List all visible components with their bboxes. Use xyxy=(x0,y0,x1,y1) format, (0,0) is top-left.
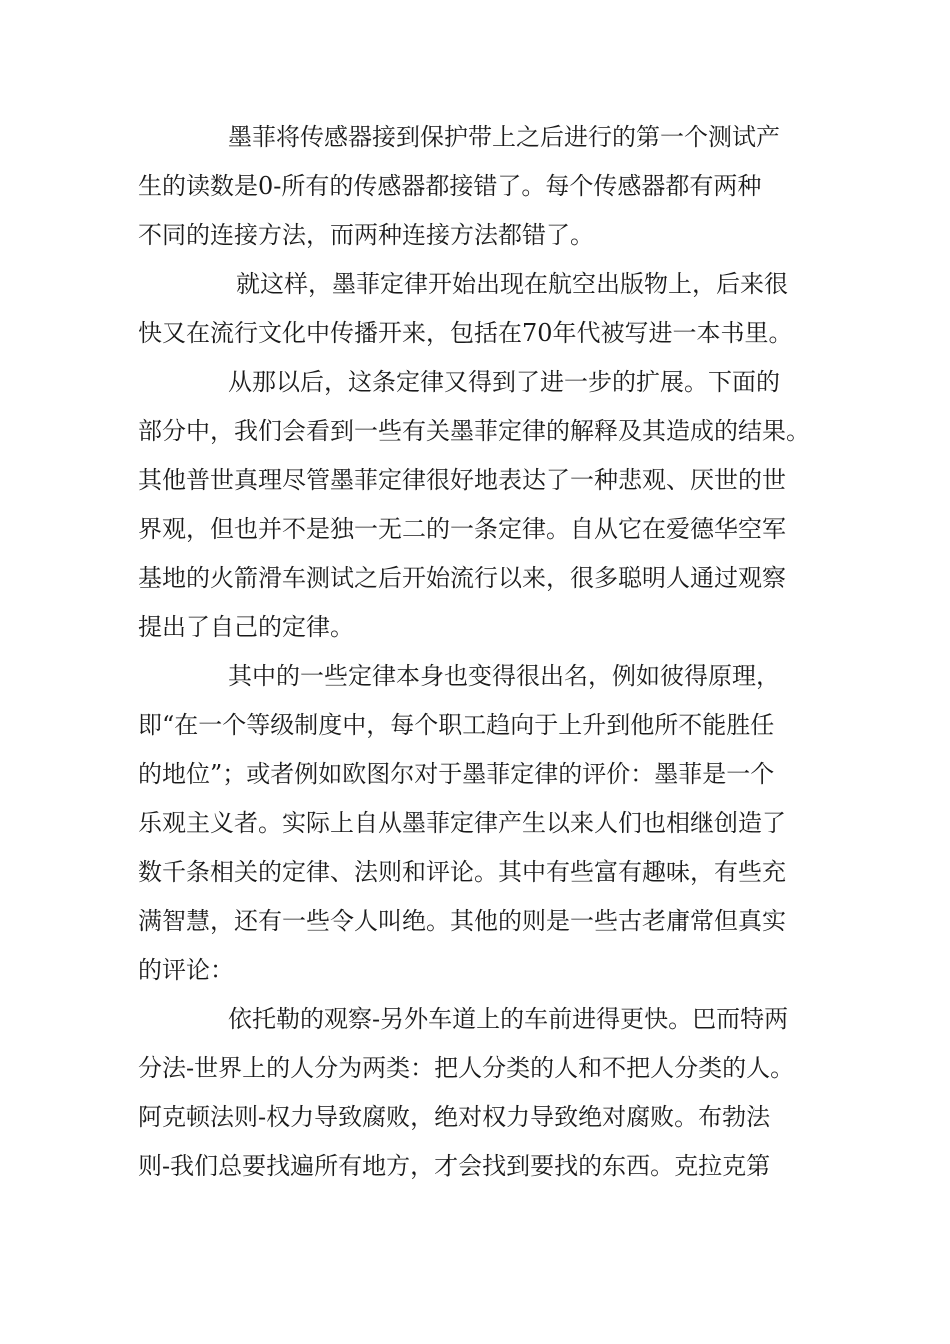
paragraph-line: 墨菲将传感器接到保护带上之后进行的第一个测试产 xyxy=(228,123,780,151)
paragraph-line: 从那以后，这条定律又得到了进一步的扩展。下面的 xyxy=(228,368,780,396)
paragraph-line: 则-我们总要找遍所有地方，才会找到要找的东西。克拉克第 xyxy=(138,1152,771,1180)
paragraph-line: 阿克顿法则-权力导致腐败，绝对权力导致绝对腐败。布勃法 xyxy=(138,1103,771,1131)
paragraph-line: 的地位”；或者例如欧图尔对于墨菲定律的评价：墨菲是一个 xyxy=(138,760,775,788)
paragraph-line: 基地的火箭滑车测试之后开始流行以来，很多聪明人通过观察 xyxy=(138,564,786,592)
paragraph-line: 乐观主义者。实际上自从墨菲定律产生以来人们也相继创造了 xyxy=(138,809,786,837)
paragraph-line: 的评论： xyxy=(138,956,234,984)
paragraph-line: 数千条相关的定律、法则和评论。其中有些富有趣味，有些充 xyxy=(138,858,786,886)
paragraph-line: 满智慧，还有一些令人叫绝。其他的则是一些古老庸常但真实 xyxy=(138,907,786,935)
paragraph-line: 生的读数是0-所有的传感器都接错了。每个传感器都有两种 xyxy=(138,172,762,200)
paragraph-line: 即“在一个等级制度中，每个职工趋向于上升到他所不能胜任 xyxy=(138,711,775,739)
paragraph-line: 分法-世界上的人分为两类：把人分类的人和不把人分类的人。 xyxy=(138,1054,795,1082)
paragraph-4 xyxy=(138,652,818,995)
paragraph-line: 其他普世真理尽管墨菲定律很好地表达了一种悲观、厌世的世 xyxy=(138,466,786,494)
paragraph-3 xyxy=(138,358,818,652)
paragraph-line: 就这样，墨菲定律开始出现在航空出版物上，后来很 xyxy=(236,270,788,298)
paragraph-line: 其中的一些定律本身也变得很出名，例如彼得原理， xyxy=(228,662,780,690)
paragraph-line: 依托勒的观察-另外车道上的车前进得更快。巴而特两 xyxy=(228,1005,789,1033)
paragraph-1 xyxy=(138,113,818,260)
paragraph-line: 不同的连接方法，而两种连接方法都错了。 xyxy=(138,221,594,249)
paragraph-line: 部分中，我们会看到一些有关墨菲定律的解释及其造成的结果。 xyxy=(138,417,810,445)
paragraph-2 xyxy=(138,260,818,358)
paragraph-line: 提出了自己的定律。 xyxy=(138,613,354,641)
paragraph-line: 快又在流行文化中传播开来，包括在70年代被写进一本书里。 xyxy=(138,319,793,347)
document-body xyxy=(138,113,818,1191)
paragraph-line: 界观，但也并不是独一无二的一条定律。自从它在爱德华空军 xyxy=(138,515,786,543)
paragraph-5 xyxy=(138,995,818,1191)
